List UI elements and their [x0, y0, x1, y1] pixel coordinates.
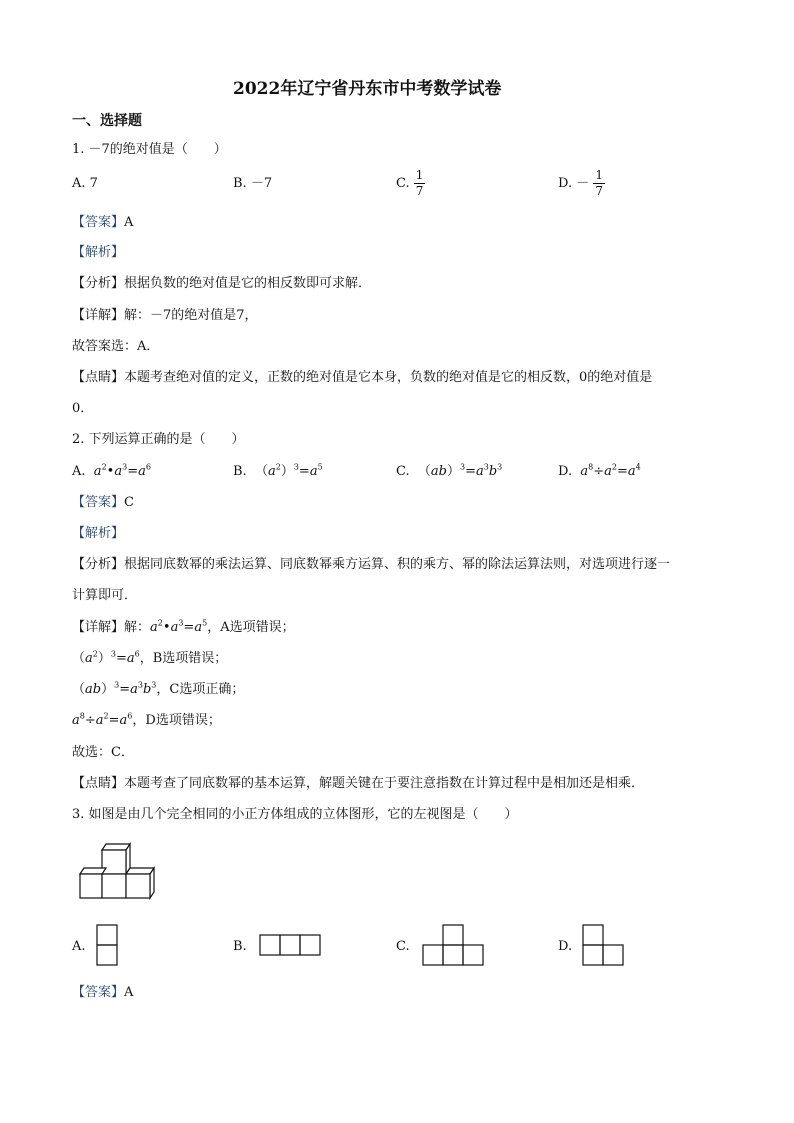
- q1-option-c: C. $\frac{1}{7}$: [396, 168, 424, 198]
- q3-option-d-figure: [582, 924, 626, 968]
- q1-fenxi: 【分析】根据负数的绝对值是它的相反数即可求解．: [72, 276, 372, 291]
- page-title: 2022年辽宁省丹东市中考数学试卷: [233, 79, 502, 99]
- q2-step-1: 【详解】解：$a^2•a^3=a^5$，A选项错误；: [72, 618, 295, 635]
- q2-dianjing: 【点睛】本题考查了同底数幂的基本运算，解题关键在于要注意指数在计算过程中是相加还是相乘．: [72, 776, 645, 791]
- q3-option-b-label: B.: [233, 939, 247, 954]
- q3-stem: 3. 如图是由几个完全相同的小正方体组成的立体图形，它的左视图是（ ）: [72, 807, 518, 822]
- q2-option-a: A. $a^2•a^3=a^6$: [72, 462, 151, 479]
- q1-dianjing-cont: 0．: [72, 401, 94, 416]
- cube-stack-figure: [76, 840, 160, 900]
- q3-option-d-label: D.: [558, 939, 573, 954]
- q3-option-c-figure: [422, 924, 486, 968]
- q2-stem: 2. 下列运算正确的是（ ）: [72, 432, 245, 447]
- q3-option-c-label: C.: [396, 939, 410, 954]
- q1-stem: 1. －7的绝对值是（ ）: [72, 142, 227, 157]
- q2-analysis-tag: 【解析】: [72, 526, 125, 541]
- q2-step-4: $a^8\div a^2=a^6$，D选项错误；: [72, 711, 221, 728]
- q2-option-b: B. $(a^2)^3=a^5$: [233, 462, 323, 479]
- q2-answer: 【答案】C: [72, 495, 134, 510]
- q1-option-d: D. － $\frac{1}{7}$: [558, 168, 604, 198]
- q1-answer: 【答案】A: [72, 215, 134, 230]
- q1-option-b: B. －7: [233, 176, 273, 191]
- q2-step-2: $(a^2)^3=a^6$，B选项错误；: [72, 649, 228, 666]
- q2-option-c: C. $(ab)^3=a^3b^3$: [396, 462, 503, 479]
- fraction-one-seventh: $\frac{1}{7}$: [595, 168, 604, 198]
- q2-step-3: $(ab)^3=a^3b^3$，C选项正确；: [72, 680, 245, 697]
- fraction-one-seventh: $\frac{1}{7}$: [415, 168, 424, 198]
- q3-option-a-label: A.: [72, 939, 86, 954]
- q1-option-a: A. 7: [72, 176, 98, 191]
- q2-fenxi: 【分析】根据同底数幂的乘法运算、同底数幂乘方运算、积的乘方、幂的除法运算法则，对选项进行逐一: [72, 557, 671, 572]
- q2-conclusion: 故选：C．: [72, 745, 134, 760]
- q2-option-d: D. $a^8\div a^2=a^4$: [558, 462, 641, 479]
- q1-analysis-tag: 【解析】: [72, 245, 125, 260]
- q3-answer: 【答案】A: [72, 985, 134, 1000]
- q1-dianjing: 【点睛】本题考查绝对值的定义，正数的绝对值是它本身，负数的绝对值是它的相反数，0的绝对值是: [72, 370, 653, 385]
- q1-conclusion: 故答案选：A．: [72, 339, 160, 354]
- section-heading: 一、选择题: [72, 113, 142, 129]
- q3-option-b-figure: [259, 934, 323, 958]
- q1-xiangjie: 【详解】解：－7的绝对值是7，: [72, 308, 258, 323]
- q3-option-a-figure: [96, 924, 120, 966]
- q2-fenxi-cont: 计算即可．: [72, 588, 138, 603]
